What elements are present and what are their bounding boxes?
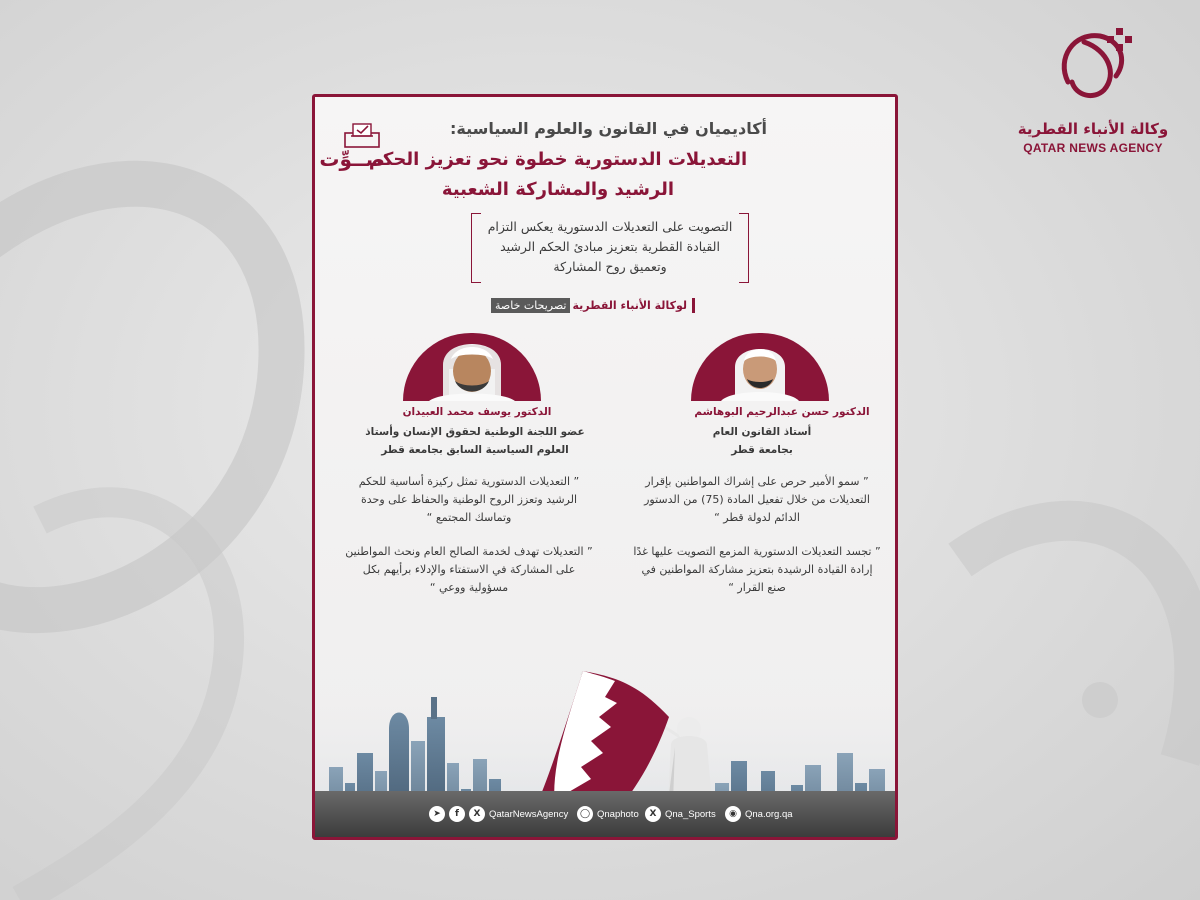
poster-kicker: أكاديميان في القانون والعلوم السياسية: [449,119,767,138]
footer-sports-handle[interactable] [645,804,716,824]
vote-badge-word: صــوِّت [319,147,385,171]
speaker-left-portrait [403,333,541,401]
poster-headline: التعديلات الدستورية خطوة نحو تعزيز الحكم الرشيد والمشاركة الشعبية [368,149,748,200]
speaker-right-quote-1: ” سمو الأمير حرص على إشراك المواطنين بإقرار التعديلات من خلال تفعيل المادة (75) من الدستور الدائم لدولة قطر “ [644,475,870,524]
footer-main-handle[interactable] [429,804,568,824]
speaker-right-portrait [691,333,829,401]
news-poster [312,94,898,840]
credit-accent-bar [692,298,695,313]
handle-qatarnewsagency: QatarNewsAgency [489,808,569,820]
statement-credit [491,297,695,313]
speaker-left-title: عضو اللجنة الوطنية لحقوق الإنسان وأستاذ العلوم السياسية السابق بجامعة قطر [365,426,585,456]
subhead-box [471,213,749,283]
globe-icon[interactable]: ◉ [725,806,741,822]
credit-agency: لوكالة الأنباء القطرية [572,298,687,312]
x-icon[interactable]: X [469,806,485,822]
footer-website[interactable] [725,804,793,824]
facebook-icon[interactable]: f [449,806,465,822]
telegram-icon[interactable]: ➤ [429,806,445,822]
qna-logo [998,24,1188,154]
handle-qnaphoto: Qnaphoto [597,808,639,820]
speaker-left-quote-2: ” التعديلات تهدف لخدمة الصالح العام ونحث المواطنين على المشاركة في الاستفتاء والإدلاء برأيهم بكل مسؤولية ووعي “ [345,545,593,594]
speaker-left-quote-1: ” التعديلات الدستورية تمثل ركيزة أساسية للحكم الرشيد وتعزز الروح الوطنية والحفاظ على وحدة وتماسك المجتمع “ [358,475,580,524]
qna-logo-arabic-name: وكالة الأنباء القطرية [1017,120,1169,138]
speaker-right-quote-2: ” تجسد التعديلات الدستورية المزمع التصويت عليها غدًا إرادة القيادة الرشيدة بتعزيز مشاركة المواطنين في صنع القرار “ [633,545,881,594]
poster-subhead: التصويت على التعديلات الدستورية يعكس التزام القيادة القطرية بتعزيز مبادئ الحكم الرشيد وتعميق روح المشاركة [487,219,733,274]
handle-qna-sports: Qna_Sports [665,808,716,820]
vote-badge [319,121,385,183]
credit-label: تصريحات خاصة [491,298,570,313]
bracket-right [739,213,749,283]
qna-logo-emblem [1054,24,1138,108]
speaker-left-name: الدكتور يوسف محمد العبيدان [402,406,552,418]
social-footer [315,791,895,837]
speaker-right-title: أستاذ القانون العام بجامعة قطر [712,426,812,456]
speaker-right-name: الدكتور حسن عبدالرحيم البوهاشم [694,406,870,418]
ballot-box-icon [343,123,381,149]
footer-photo-handle[interactable] [577,804,639,824]
x-icon[interactable]: X [645,806,661,822]
qna-logo-english-name: QATAR NEWS AGENCY [1023,141,1163,155]
bracket-left [471,213,481,283]
instagram-icon[interactable]: ◯ [577,806,593,822]
website-qna-org-qa: Qna.org.qa [745,808,793,820]
